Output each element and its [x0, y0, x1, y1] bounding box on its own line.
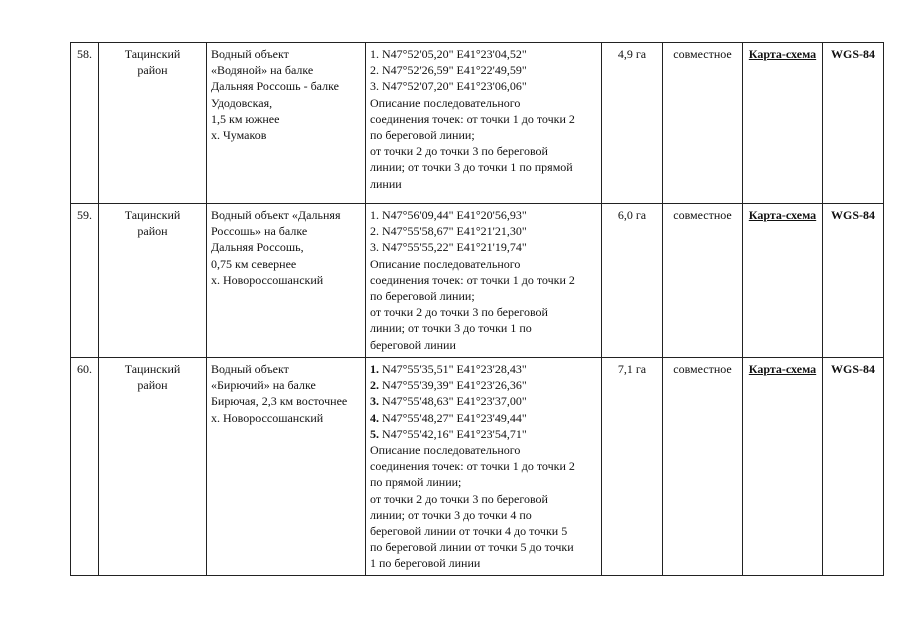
area-cell: 6,0 га [602, 204, 663, 358]
area-cell: 4,9 га [602, 43, 663, 204]
object-line: х. Чумаков [211, 128, 267, 143]
coordinate-point [370, 426, 597, 442]
district-line: район [137, 63, 168, 78]
object-line: Россошь» на балке [211, 224, 308, 239]
district-cell [99, 358, 207, 576]
description-line: от точки 2 до точки 3 по береговой [370, 144, 548, 159]
object-cell [207, 43, 366, 204]
description-line: береговой линии [370, 337, 456, 352]
row-number: 58. [71, 43, 99, 204]
area-cell: 7,1 га [602, 358, 663, 576]
description-line: от точки 2 до точки 3 по береговой [370, 491, 548, 506]
coordinate-point: 3. N47°55'55,22" E41°21'19,74" [370, 240, 527, 255]
object-line: Водный объект «Дальняя [211, 208, 341, 222]
coordinate-point [370, 393, 597, 409]
district-line: Тацинский [124, 362, 181, 376]
description-line: линии; от точки 3 до точки 1 по прямой [370, 160, 573, 175]
coordinate-point: 2. N47°55'58,67" E41°21'21,30" [370, 224, 527, 239]
description-line: соединения точек: от точки 1 до точки 2 [370, 459, 575, 474]
object-line: Удодовская, [211, 95, 273, 110]
coordinates-cell [366, 358, 602, 576]
description-line: по прямой линии; [370, 475, 462, 490]
object-line: «Бирючий» на балке [211, 378, 316, 393]
district-cell [99, 204, 207, 358]
crs-cell: WGS-84 [823, 204, 884, 358]
description-line: линии [370, 176, 402, 191]
map-scheme-link[interactable]: Карта-схема [748, 208, 817, 222]
map-scheme-link[interactable]: Карта-схема [748, 47, 817, 61]
district-cell [99, 43, 207, 204]
row-number: 60. [71, 358, 99, 576]
coordinate-point [370, 410, 597, 426]
description-line: береговой линии от точки 4 до точки 5 [370, 524, 568, 539]
description-line: линии; от точки 3 до точки 4 по [370, 507, 532, 522]
object-line: «Водяной» на балке [211, 63, 314, 78]
coordinates-cell [366, 204, 602, 358]
coordinate-point: 2. N47°52'26,59" E41°22'49,59" [370, 63, 527, 78]
point-coords: N47°55'35,51" E41°23'28,43" [382, 362, 527, 376]
map-cell [743, 204, 823, 358]
description-line: 1 по береговой линии [370, 556, 481, 571]
district-line: район [137, 224, 168, 239]
point-coords: N47°55'39,39" E41°23'26,36" [382, 378, 527, 393]
object-line: 0,75 км севернее [211, 256, 297, 271]
description-line: по береговой линии; [370, 128, 475, 143]
description-line: по береговой линии; [370, 289, 475, 304]
point-coords: N47°55'42,16" E41°23'54,71" [382, 426, 527, 441]
description-line: Описание последовательного [370, 95, 521, 110]
water-objects-table [70, 42, 884, 576]
map-scheme-link[interactable]: Карта-схема [748, 362, 817, 376]
description-line: линии; от точки 3 до точки 1 по [370, 321, 532, 336]
description-line: Описание последовательного [370, 256, 521, 271]
object-line: х. Новороссошанский [211, 272, 324, 287]
usage-cell: совместное [663, 43, 743, 204]
object-line: х. Новороссошанский [211, 410, 324, 425]
table-row [71, 204, 884, 358]
district-line: Тацинский [124, 47, 181, 61]
coordinate-point: 1. N47°56'09,44" E41°20'56,93" [370, 208, 527, 222]
description-line: соединения точек: от точки 1 до точки 2 [370, 272, 575, 287]
point-coords: N47°55'48,27" E41°23'49,44" [382, 410, 527, 425]
description-line: Описание последовательного [370, 443, 521, 458]
point-number: 2. [370, 378, 379, 393]
description-line: от точки 2 до точки 3 по береговой [370, 305, 548, 320]
point-coords: N47°55'48,63" E41°23'37,00" [382, 394, 527, 409]
coordinate-point: 3. N47°52'07,20" E41°23'06,06" [370, 79, 527, 94]
point-number: 1. [370, 362, 379, 376]
point-number: 5. [370, 426, 379, 441]
object-line: Дальняя Россошь, [211, 240, 304, 255]
point-number: 3. [370, 394, 379, 409]
coordinates-cell [366, 43, 602, 204]
object-line: Водный объект [211, 362, 289, 376]
object-line: 1,5 км южнее [211, 111, 280, 126]
point-number: 4. [370, 410, 379, 425]
crs-cell: WGS-84 [823, 43, 884, 204]
crs-cell: WGS-84 [823, 358, 884, 576]
row-number: 59. [71, 204, 99, 358]
description-line: соединения точек: от точки 1 до точки 2 [370, 111, 575, 126]
object-cell [207, 358, 366, 576]
object-line: Дальняя Россошь - балке [211, 79, 339, 94]
object-line: Водный объект [211, 47, 289, 61]
object-cell [207, 204, 366, 358]
map-cell [743, 43, 823, 204]
description-line: по береговой линии от точки 5 до точки [370, 540, 574, 555]
table-row [71, 43, 884, 204]
object-line: Бирючая, 2,3 км восточнее [211, 394, 348, 409]
coordinate-point: 1. N47°52'05,20" E41°23'04,52" [370, 47, 527, 61]
usage-cell: совместное [663, 204, 743, 358]
map-cell [743, 358, 823, 576]
coordinate-point [370, 377, 597, 393]
usage-cell: совместное [663, 358, 743, 576]
table-row [71, 358, 884, 576]
district-line: Тацинский [124, 208, 181, 222]
district-line: район [137, 378, 168, 393]
coordinate-point [370, 361, 597, 377]
